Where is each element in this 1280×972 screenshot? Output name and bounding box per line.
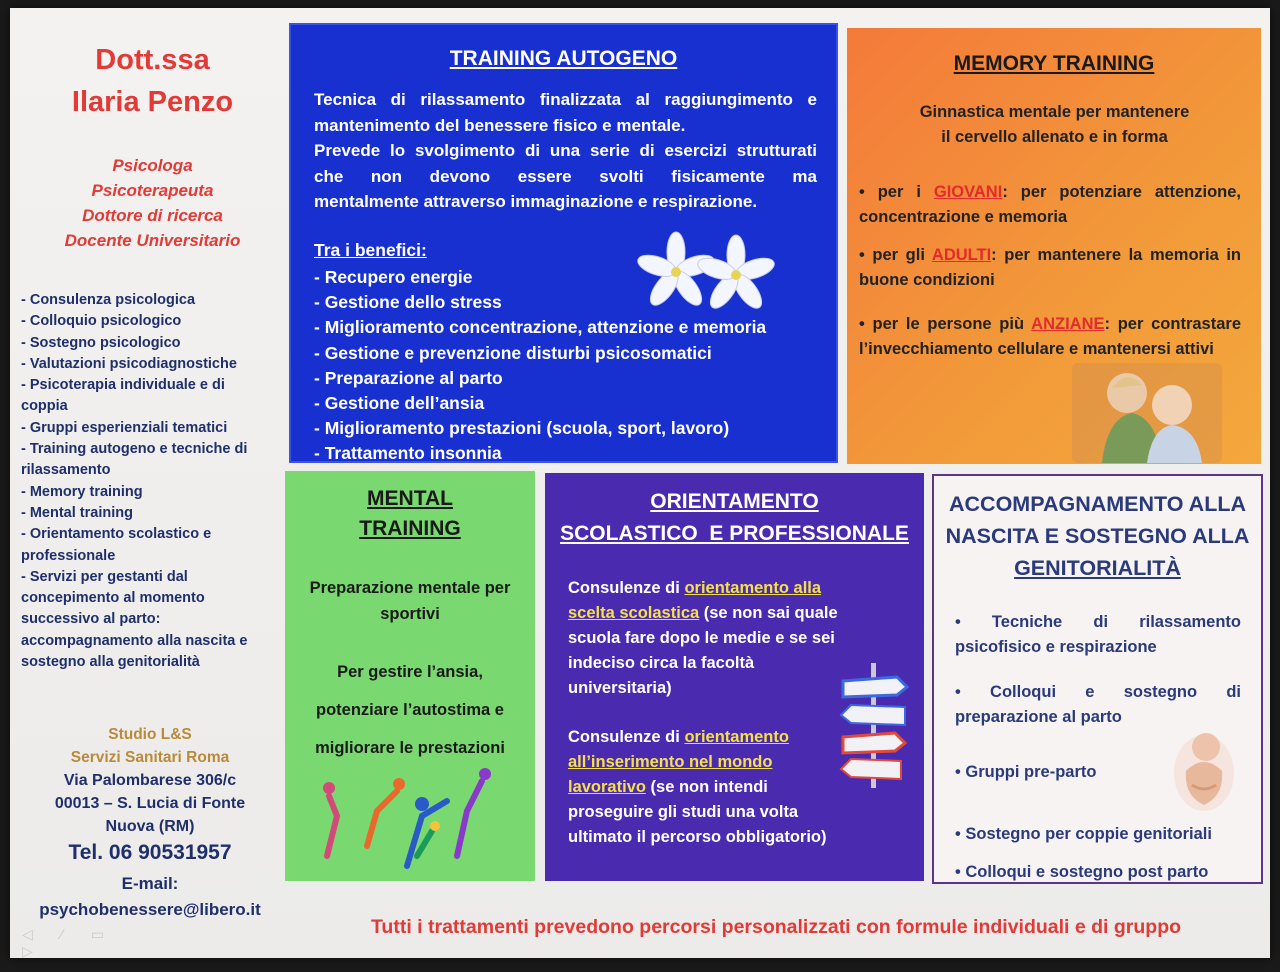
text: • per le persone più (859, 315, 1032, 333)
highlight: orientamento all’inserimento nel mondo lavorativo (568, 728, 789, 796)
mental-training-box (285, 471, 535, 881)
flowers-icon (631, 220, 781, 320)
athletes-illustration (307, 756, 513, 876)
text-line: Tecnica di rilassamento finalizzata al raggiungimento e (314, 90, 817, 109)
memory-training-box (847, 28, 1261, 464)
service-item: - Training autogeno e tecniche di rilassamento (21, 441, 252, 479)
benefit-item: - Recupero energie (314, 267, 473, 287)
accomp-title-line2: NASCITA E SOSTEGNO ALLA (945, 524, 1250, 548)
benefit-item: - Gestione dell’ansia (314, 393, 485, 414)
text-line: mantenimento del benessere fisico e mentale. (314, 115, 686, 135)
role: Dottore di ricerca (82, 206, 223, 225)
text-line: che non devono essere svolti fisicamente ma (314, 166, 817, 186)
highlight: GIOVANI (933, 183, 1003, 201)
memory-item-elderly (859, 312, 1241, 361)
benefits-title: Tra i benefici: (314, 240, 427, 260)
training-autogeno-box (289, 23, 838, 463)
services-list (21, 290, 271, 673)
accomp-item-postparto: • Colloqui e sostegno post parto (955, 863, 1209, 881)
elderly-couple-photo (1072, 363, 1222, 463)
text: (se non intendi proseguire gli studi una volta ultimato il percorso obbligatorio) (568, 778, 827, 846)
accompagnamento-box (932, 474, 1263, 884)
accomp-item-relax (955, 610, 1241, 659)
highlight: ADULTI (931, 246, 992, 264)
service-item: - Consulenza psicologica (21, 292, 196, 308)
role: Psicoterapeuta (91, 181, 214, 200)
studio-name: Studio L&S (108, 726, 192, 743)
text: : per mantenere la memoria in buone condizioni (859, 246, 1242, 289)
benefit-item: - Gestione e prevenzione disturbi psicosomatici (314, 342, 712, 363)
text-line: • Colloqui e sostegno di (955, 683, 1241, 701)
orient-school-text (568, 576, 848, 701)
accomp-item-coppie: • Sostegno per coppie genitoriali (955, 825, 1212, 843)
memory-title: MEMORY TRAINING (953, 52, 1155, 75)
name-title: Dott.ssa (95, 44, 210, 76)
service-item: - Psicoterapia individuale e di coppia (21, 377, 229, 415)
text: • per i (859, 183, 934, 201)
service-item: - Memory training (21, 483, 143, 500)
phone-number: Tel. 06 90531957 (68, 841, 232, 864)
role: Docente Universitario (64, 231, 241, 250)
footer-note: Tutti i trattamenti prevedono percorsi personalizzati con formule individuali e di gruppo (370, 916, 1182, 938)
benefit-item: - Trattamento insonnia (314, 443, 502, 464)
orient-work-text (568, 725, 830, 850)
flyer (10, 8, 1270, 958)
studio-company: Servizi Sanitari Roma (70, 749, 230, 766)
text-line: • Tecniche di rilassamento (955, 613, 1241, 631)
accomp-title-line1: ACCOMPAGNAMENTO ALLA (948, 492, 1246, 516)
accomp-title-line3: GENITORIALITÀ (1014, 556, 1181, 580)
slide-nav-controls[interactable]: ◁ ⁄ ▭ ▷ (22, 926, 117, 958)
email-address: psychobenessere@libero.it (39, 900, 261, 919)
highlight: orientamento alla scelta scolastica (568, 579, 822, 622)
text: (se non sai quale scuola fare dopo le medie e se sei indeciso circa la facoltà universitaria) (568, 604, 838, 697)
benefit-item: - Preparazione al parto (314, 367, 503, 388)
address-line: Via Palombarese 306/c (63, 772, 237, 789)
service-item: - Colloquio psicologico (21, 313, 182, 330)
text: : per potenziare attenzione, concentrazione e memoria (859, 183, 1241, 226)
memory-subtitle (877, 100, 1232, 150)
benefit-item: - Miglioramento prestazioni (scuola, sport, lavoro) (314, 418, 730, 439)
mental-title-line1: MENTAL (367, 487, 453, 510)
address-line: Nuova (RM) (105, 818, 195, 835)
text-line: Ginnastica mentale per mantenere (919, 103, 1190, 121)
email-label: E-mail: (121, 874, 179, 893)
memory-item-young (859, 180, 1241, 229)
text-line: il cervello allenato e in forma (941, 128, 1168, 146)
text: Consulenze di (568, 579, 685, 597)
profile-column (10, 8, 290, 958)
orient-title-line2: SCOLASTICO E PROFESSIONALE (560, 522, 909, 545)
text: Consulenze di (568, 728, 685, 746)
service-item: - Servizi per gestanti dal concepimento al momento successivo al parto: accompagnamento alla nascita e sostegno alla genitorialità (21, 568, 252, 671)
text-line: psicofisico e respirazione (955, 637, 1157, 656)
signpost-icon (835, 663, 915, 788)
mental-text-1: Preparazione mentale per sportivi (309, 579, 511, 623)
text-line: Prevede lo svolgimento di una serie di esercizi strutturati (314, 141, 817, 160)
service-item: - Valutazioni psicodiagnostiche (21, 355, 237, 372)
service-item: - Orientamento scolastico e professionale (21, 526, 216, 564)
text-line: preparazione al parto (955, 707, 1122, 726)
training-title: TRAINING AUTOGENO (449, 47, 678, 70)
service-item: - Mental training (21, 504, 133, 521)
role: Psicologa (112, 156, 193, 175)
address-line: 00013 – S. Lucia di Fonte (54, 795, 246, 812)
benefit-item: - Gestione dello stress (314, 292, 502, 313)
service-item: - Sostegno psicologico (21, 334, 181, 351)
orientamento-box (545, 473, 924, 881)
orient-title-line1: ORIENTAMENTO (650, 490, 819, 513)
training-description (314, 87, 817, 215)
name-text: Ilaria Penzo (71, 86, 234, 118)
text: : per contrastare l’invecchiamento cellulare e mantenersi attivi (859, 315, 1241, 358)
roles-list (40, 153, 265, 253)
text: • per gli (859, 246, 932, 264)
text-line: mentalmente attraverso immaginazione e respirazione. (314, 192, 758, 211)
mental-text-2: Per gestire l’ansia, potenziare l’autostima e migliorare le prestazioni (315, 663, 505, 757)
memory-item-adults (859, 243, 1241, 292)
mental-title-line2: TRAINING (359, 517, 461, 540)
benefit-item: - Miglioramento concentrazione, attenzione e memoria (314, 317, 767, 338)
service-item: - Gruppi esperienziali tematici (21, 419, 228, 436)
accomp-item-gruppi: • Gruppi pre-parto (955, 763, 1097, 781)
highlight: ANZIANE (1031, 315, 1105, 333)
newborn-photo (1164, 721, 1244, 816)
